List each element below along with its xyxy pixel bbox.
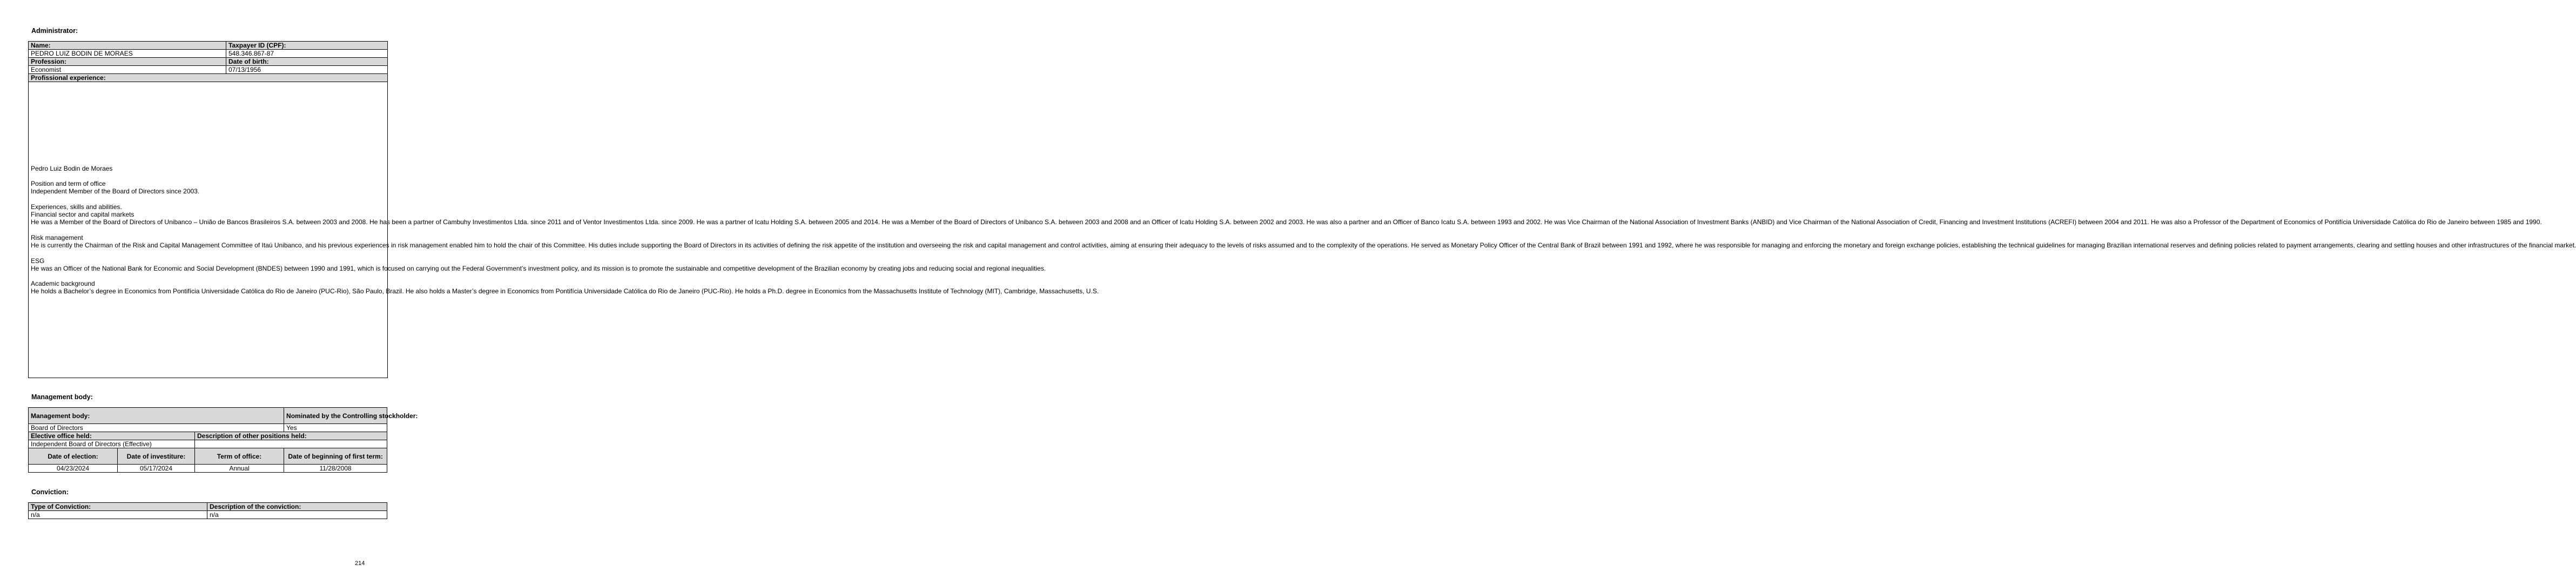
- investiture-date-label: Date of investiture:: [118, 448, 195, 465]
- academic-heading: Academic background: [31, 280, 95, 288]
- conviction-table: [28, 502, 387, 519]
- elective-office-value: Independent Board of Directors (Effective): [29, 440, 195, 448]
- skills-heading: Experiences, skills and abilities.: [31, 203, 122, 211]
- first-term-label: Date of beginning of first term:: [284, 448, 387, 465]
- position-heading: Position and term of office: [31, 180, 106, 188]
- profession-value: Economist: [29, 66, 226, 74]
- management-body-label: Management body:: [29, 408, 284, 424]
- term-value: Annual: [195, 465, 284, 473]
- cpf-label: Taxpayer ID (CPF):: [226, 42, 388, 50]
- election-date-label: Date of election:: [29, 448, 118, 465]
- conviction-type-label: Type of Conviction:: [29, 503, 207, 511]
- dob-label: Date of birth:: [226, 58, 388, 66]
- financial-text: He was a Member of the Board of Directors of Unibanco – União de Bancos Brasileiros S.A. between 2003 and 2008. He has been a partner of Cambuhy Investimentos Ltda. since 2011 and of Ventor Investimentos Ltda. since 2009. He was a partner of Icatu Holding S.A. between 2005 and 2014. He was a Member of the Board of Directors of Unibanco S.A. between 2003 and 2008 and an Officer of Icatu Holding S.A. between 2002 and 2003. He was also a partner and an Officer of Banco Icatu S.A. between 1993 and 2002. He was Vice Chairman of the National Association of Investment Banks (ANBID) and Vice Chairman of the National Association of Credit, Financing and Investment Institutions (ACREFI) between 2004 and 2011. He was also a Professor of the Department of Economics of Pontifícia Universidade Católica do Rio de Janeiro between 1985 and 1990.: [31, 218, 2542, 226]
- risk-heading: Risk management: [31, 233, 83, 241]
- name-value: PEDRO LUIZ BODIN DE MORAES: [29, 50, 226, 58]
- experience-text-cell: [29, 82, 2576, 378]
- cpf-value: 548.346.867-87: [226, 50, 388, 58]
- administrator-table: [28, 41, 2576, 378]
- nominated-value: Yes: [284, 424, 387, 432]
- elective-office-label: Elective office held:: [29, 432, 195, 440]
- position-text: Independent Member of the Board of Directors since 2003.: [31, 187, 200, 196]
- other-positions-label: Description of other positions held:: [195, 432, 387, 440]
- name-label: Name:: [29, 42, 226, 50]
- financial-heading: Financial sector and capital markets: [31, 211, 134, 219]
- conviction-description-value: n/a: [207, 511, 387, 519]
- academic-text: He holds a Bachelor’s degree in Economics from Pontifícia Universidade Católica do Rio de Janeiro (PUC-Rio), São Paulo, Brazil. He also holds a Master’s degree in Economics from Pontifícia Universidade Católica do Rio de Janeiro (PUC-Rio). He holds a Ph.D. degree in Economics from the Massachusetts Institute of Technology (MIT), Cambridge, Massachusetts, U.S.: [31, 287, 1099, 295]
- esg-heading: ESG: [31, 257, 45, 265]
- management-table: [28, 407, 418, 473]
- risk-text: He is currently the Chairman of the Risk and Capital Management Committee of Itaú Unibanco, and his previous experiences in risk management enabled him to hold the chair of this Committee. His duties include supporting the Board of Directors in its activities of defining the risk appetite of the institution and overseeing the risk and capital management and control activities, aiming at ensuring their adequacy to the levels of risks assumed and to the complexity of the operations. He served as Monetary Policy Officer of the Central Bank of Brazil between 1991 and 1992, where he was responsible for managing and enforcing the monetary and foreign exchange policies, establishing the technical guidelines for managing Brazilian international reserves and defining policies related to payment arrangements, clearing and settling houses and other infrastructures of the financial market.: [31, 241, 2576, 249]
- administrator-title: Administrator:: [31, 27, 78, 35]
- management-title: Management body:: [31, 393, 93, 401]
- experience-label: Profissional experience:: [29, 74, 388, 82]
- election-date-value: 04/23/2024: [29, 465, 118, 473]
- esg-text: He was an Officer of the National Bank for Economic and Social Development (BNDES) between 1990 and 1991, which is focused on carrying out the Federal Government’s investment policy, and its mission is to promote the sustainable and competitive development of the Brazilian economy by creating jobs and reducing social and regional inequalities.: [31, 264, 1046, 272]
- conviction-title: Conviction:: [31, 488, 69, 496]
- term-label: Term of office:: [195, 448, 284, 465]
- page-number: 214: [355, 560, 365, 567]
- experience-name-line: Pedro Luiz Bodin de Moraes: [31, 164, 113, 172]
- conviction-type-value: n/a: [29, 511, 207, 519]
- nominated-label: Nominated by the Controlling stockholder:: [284, 408, 387, 424]
- dob-value: 07/13/1956: [226, 66, 388, 74]
- first-term-value: 11/28/2008: [284, 465, 387, 473]
- profession-label: Profession:: [29, 58, 226, 66]
- other-positions-value: [195, 440, 387, 448]
- investiture-date-value: 05/17/2024: [118, 465, 195, 473]
- conviction-description-label: Description of the conviction:: [207, 503, 387, 511]
- management-body-value: Board of Directors: [29, 424, 284, 432]
